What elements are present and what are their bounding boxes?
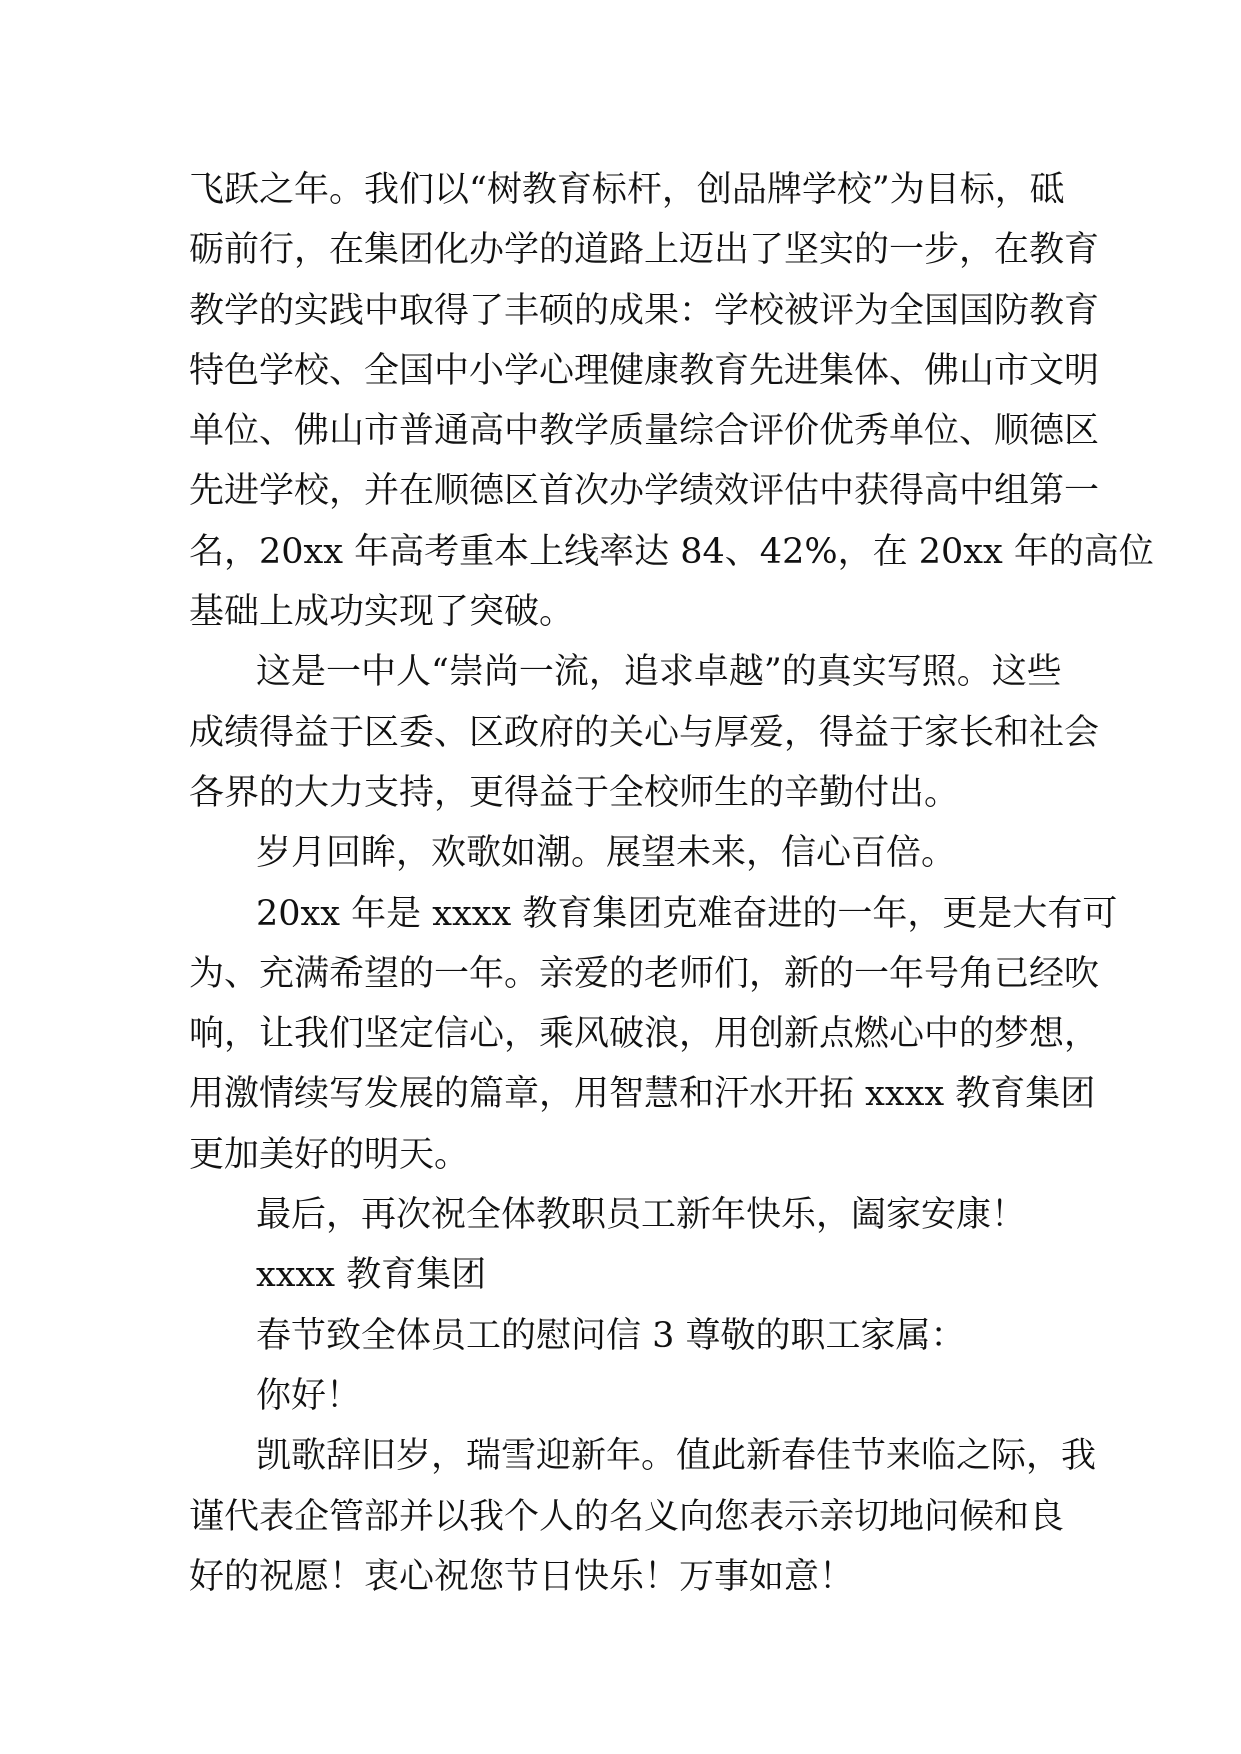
text-line: 为、充满希望的一年。亲爱的老师们，新的一年号角已经吹: [189, 953, 1100, 994]
text-line: 用激情续写发展的篇章，用智慧和汗水开拓 xxxx 教育集团: [189, 1074, 1096, 1115]
text-line: 先进学校，并在顺德区首次办学绩效评估中获得高中组第一: [189, 471, 1100, 512]
text-line: 这是一中人“崇尚一流，追求卓越”的真实写照。这些: [256, 652, 1062, 693]
text-line: 名，20xx 年高考重本上线率达 84、42%，在 20xx 年的高位: [189, 531, 1154, 572]
text-line: 教学的实践中取得了丰硕的成果：学校被评为全国国防教育: [189, 290, 1100, 331]
text-line: 谨代表企管部并以我个人的名义向您表示亲切地问候和良: [189, 1496, 1065, 1537]
text-line: 成绩得益于区委、区政府的关心与厚爱，得益于家长和社会: [189, 712, 1100, 753]
paragraph-achievements: [189, 160, 1154, 642]
text-line: 砺前行，在集团化办学的道路上迈出了坚实的一步，在教育: [189, 230, 1100, 271]
text-line: 响，让我们坚定信心，乘风破浪，用创新点燃心中的梦想，: [189, 1014, 1100, 1055]
paragraph-outlook: 岁月回眸，欢歌如潮。展望未来，信心百倍。: [256, 833, 957, 874]
letter-heading: 春节致全体员工的慰问信 3 尊敬的职工家属：: [256, 1315, 966, 1356]
signature-organization: xxxx 教育集团: [256, 1255, 487, 1296]
text-line: 飞跃之年。我们以“树教育标杆，创品牌学校”为目标，砥: [189, 170, 1065, 210]
text-line: 特色学校、全国中小学心理健康教育先进集体、佛山市文明: [189, 350, 1100, 391]
paragraph-thanks: [189, 642, 1100, 823]
text-line: 20xx 年是 xxxx 教育集团克难奋进的一年，更是大有可: [256, 893, 1118, 934]
text-line: 更加美好的明天。: [189, 1134, 470, 1175]
letter-greeting: 你好！: [256, 1375, 362, 1416]
paragraph-letter-body: [189, 1426, 1097, 1607]
paragraph-new-year: [189, 884, 1118, 1185]
text-line: 好的祝愿！衷心祝您节日快乐！万事如意！: [189, 1556, 855, 1597]
text-line: 单位、佛山市普通高中教学质量综合评价优秀单位、顺德区: [189, 411, 1100, 452]
paragraph-closing-wishes: 最后，再次祝全体教职员工新年快乐，阖家安康！: [256, 1195, 1027, 1236]
text-line: 凯歌辞旧岁，瑞雪迎新年。值此新春佳节来临之际，我: [256, 1436, 1097, 1477]
text-line: 基础上成功实现了突破。: [189, 592, 575, 633]
text-line: 各界的大力支持，更得益于全校师生的辛勤付出。: [189, 772, 960, 813]
document-body: [189, 160, 1154, 1607]
